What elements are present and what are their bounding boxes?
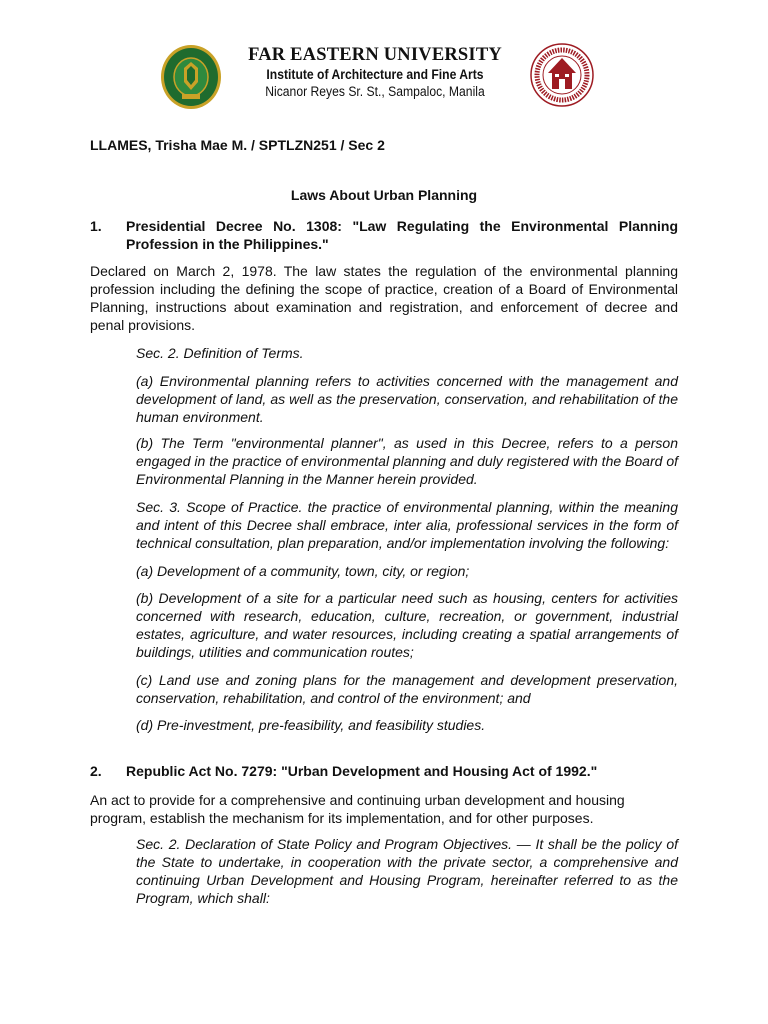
sec-2-title: Sec. 2. Definition of Terms.: [136, 345, 304, 361]
section-2-intro: An act to provide for a comprehensive and continuing urban development and housing program, establish the mechanism for its implementation, and for other purposes.: [90, 792, 625, 826]
scope-item-d: (d) Pre-investment, pre-feasibility, and feasibility studies.: [136, 717, 486, 733]
section-1-number: 1.: [90, 218, 102, 234]
feu-seal-icon: [160, 44, 222, 110]
document-title: Laws About Urban Planning: [290, 187, 478, 203]
sec-2-item-b: (b) The Term "environmental planner", as used in this Decree, refers to a person engaged in the practice of environmental planning and duly registered with the Board of Environmental Planning in the Manner herein provided.: [136, 435, 678, 487]
student-info: LLAMES, Trisha Mae M. / SPTLZN251 / Sec 2: [90, 137, 385, 153]
ra7279-sec-2: Sec. 2. Declaration of State Policy and Program Objectives. — It shall be the policy of the State to undertake, in cooperation with the private sector, a comprehensive and continuing Urban Development and Housing Program, hereinafter referred to as the Program, which shall:: [136, 836, 678, 906]
section-1-intro: Declared on March 2, 1978. The law states the regulation of the environmental planning profession including the defining the scope of practice, creation of a Board of Environmental Planning, instructions about examination and registration, and enforcement of decree and penal provisions.: [90, 263, 678, 333]
scope-item-b: (b) Development of a site for a particular need such as housing, centers for activities concerned with research, education, culture, recreation, or government, industrial estates, agriculture, and water resources, including creating a spatial arrangements of buildings, utilities and communication routes;: [136, 590, 678, 660]
section-1-heading: Presidential Decree No. 1308: "Law Regulating the Environmental Planning Profession in the Philippines.": [126, 218, 678, 252]
section-2-number: 2.: [90, 763, 102, 779]
letterhead: [230, 44, 520, 101]
institute-name: Institute of Architecture and Fine Arts: [266, 67, 484, 82]
scope-item-c: (c) Land use and zoning plans for the management and development preservation, conservation, rehabilitation, and control of the environment; and: [136, 672, 678, 706]
sec-2-item-a: (a) Environmental planning refers to activities concerned with the management and development of land, as well as the preservation, conservation, and rehabilitation of the human environment.: [136, 373, 678, 425]
iarfa-seal-icon: [530, 43, 594, 107]
university-name: FAR EASTERN UNIVERSITY: [248, 45, 502, 65]
scope-item-a: (a) Development of a community, town, city, or region;: [136, 563, 470, 579]
sec-3-scope: Sec. 3. Scope of Practice. the practice of environmental planning, within the meaning and intent of this Decree shall embrace, inter alia, professional services in the form of technical consultation, plan preparation, and/or implementation involving the following:: [136, 499, 678, 551]
section-2-heading: Republic Act No. 7279: "Urban Development and Housing Act of 1992.": [126, 763, 598, 779]
university-address: Nicanor Reyes Sr. St., Sampaloc, Manila: [265, 84, 485, 99]
